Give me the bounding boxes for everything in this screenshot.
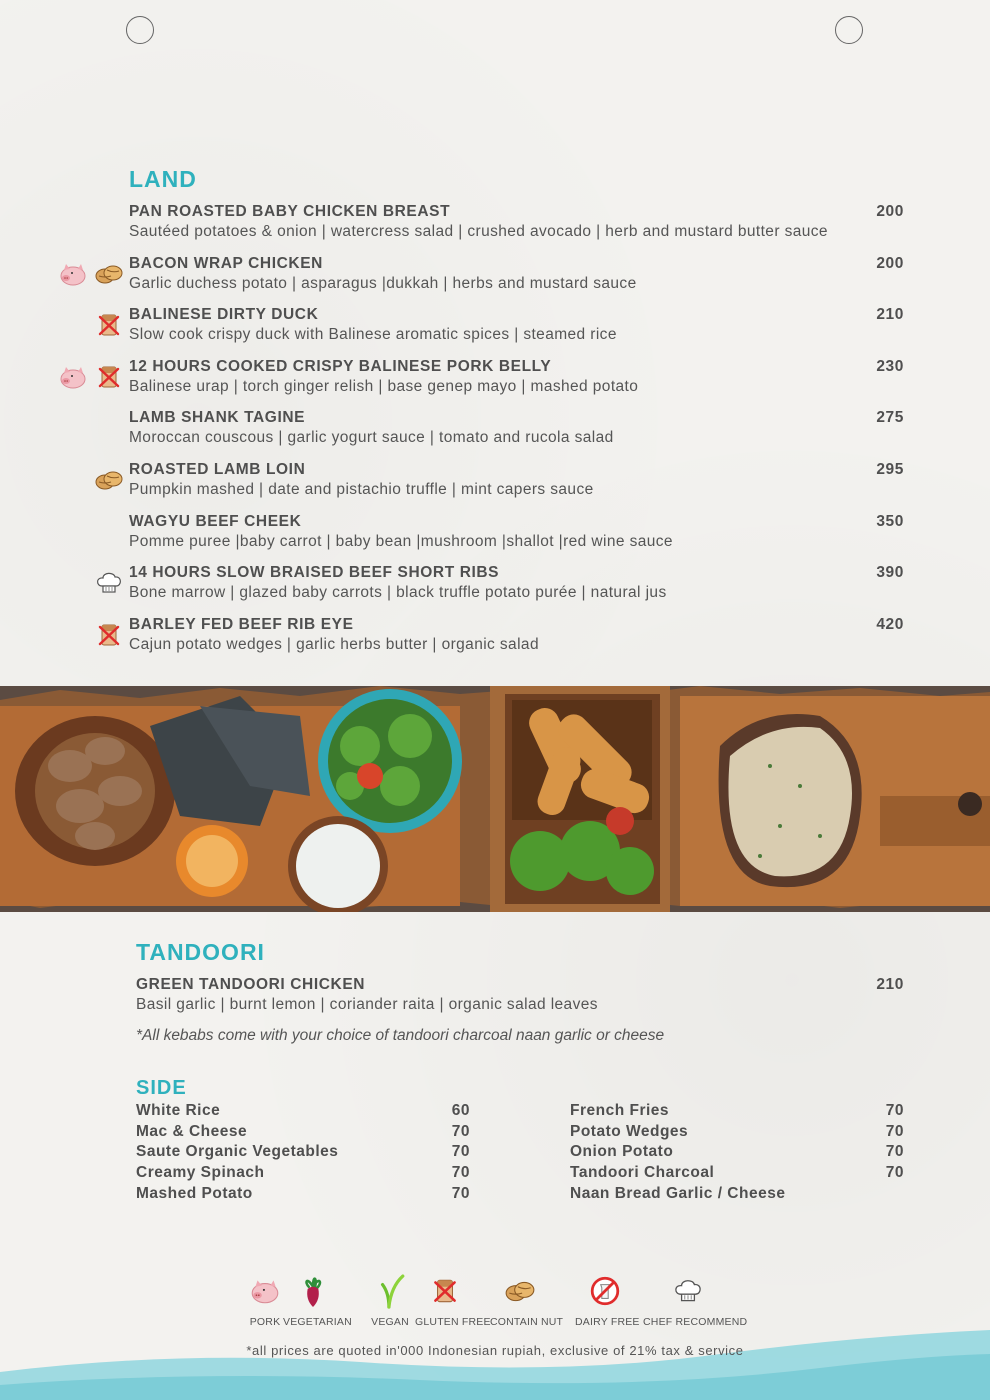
item-name: 14 HOURS SLOW BRAISED BEEF SHORT RIBS [129,564,500,582]
side-item [136,1142,470,1163]
side-item-name: Onion Potato [570,1143,674,1161]
side-item-name: Tandoori Charcoal [570,1164,715,1182]
punch-hole-right [835,16,863,44]
legend-label: PORK [249,1316,281,1328]
item-price: 420 [876,615,904,633]
gluten-free-icon [94,364,124,390]
item-price: 350 [876,512,904,530]
side-item-name: Potato Wedges [570,1122,689,1140]
nut-icon [94,261,124,287]
chef-icon [672,1270,704,1312]
item-name: GREEN TANDOORI CHICKEN [136,976,366,993]
legend-label: DAIRY FREE [575,1316,640,1328]
item-name: LAMB SHANK TAGINE [129,409,306,427]
item-name: BACON WRAP CHICKEN [129,254,323,272]
price-footnote: *all prices are quoted in'000 Indonesian rupiah, exclusive of 21% tax & service [246,1343,744,1358]
side-item [136,1163,470,1184]
side-item-name: French Fries [570,1102,670,1119]
menu-item [129,564,904,602]
legend-label: CONTAIN NUT [490,1316,564,1328]
side-list-left [136,1101,470,1204]
punch-hole-left [126,16,154,44]
side-item-name: Mashed Potato [136,1184,253,1202]
item-name: BALINESE DIRTY DUCK [129,306,319,324]
gluten-free-icon [94,622,124,648]
item-name: WAGYU BEEF CHEEK [129,512,302,530]
item-price: 210 [876,306,904,324]
side-item-price: 70 [451,1122,470,1140]
dairy-free-icon [589,1270,621,1312]
gluten-free-icon [94,312,124,338]
side-item [570,1122,904,1143]
menu-item [129,461,904,499]
side-item [570,1163,904,1184]
chef-icon [94,570,124,596]
item-price: 210 [876,976,904,993]
side-item [570,1101,904,1122]
item-price: 390 [876,564,904,582]
item-name: BARLEY FED BEEF RIB EYE [129,615,354,633]
side-item [136,1101,470,1122]
side-item-price: 70 [885,1143,904,1161]
menu-item [129,409,904,447]
pork-icon [58,261,88,287]
kebab-note: *All kebabs come with your choice of tandoori charcoal naan garlic or cheese [136,1027,665,1044]
side-list-right [570,1101,904,1204]
side-section-title: SIDE [136,1077,187,1099]
menu-item [129,358,904,396]
vegan-icon [374,1270,406,1312]
menu-item [129,306,904,344]
side-item-name: Creamy Spinach [136,1164,265,1182]
menu-item [129,203,904,241]
item-price: 275 [876,409,904,427]
item-description: Balinese urap | torch ginger relish | base genep mayo | mashed potato [129,377,639,395]
side-item-price: 60 [451,1102,470,1119]
side-item-price: 70 [885,1164,904,1182]
gluten-free-icon [429,1270,461,1312]
side-item-price: 70 [885,1122,904,1140]
side-item-price: 70 [451,1184,470,1202]
nut-icon [94,467,124,493]
item-description: Sautéed potatoes & onion | watercress salad | crushed avocado | herb and mustard butter sauce [129,223,828,240]
item-price: 200 [876,203,904,220]
side-item-name: Naan Bread Garlic / Cheese [570,1184,786,1202]
legend-label: VEGETARIAN [283,1316,352,1328]
menu-item [129,255,904,293]
food-photo-strip [0,686,990,912]
item-description: Moroccan couscous | garlic yogurt sauce | tomato and rucola salad [129,429,614,447]
item-description: Slow cook crispy duck with Balinese aromatic spices | steamed rice [129,326,617,344]
menu-item [136,976,904,1014]
item-description: Pumpkin mashed | date and pistachio truffle | mint capers sauce [129,481,594,498]
side-item [570,1184,904,1205]
legend-label: VEGAN [371,1316,409,1328]
item-name: PAN ROASTED BABY CHICKEN BREAST [129,203,451,220]
side-item-name: Saute Organic Vegetables [136,1143,339,1161]
item-description: Cajun potato wedges | garlic herbs butter | organic salad [129,635,539,653]
item-description: Bone marrow | glazed baby carrots | black truffle potato purée | natural jus [129,584,667,602]
item-description: Garlic duchess potato | asparagus |dukkah | herbs and mustard sauce [129,274,637,292]
pork-icon [58,364,88,390]
nut-icon [504,1270,536,1312]
side-item [570,1142,904,1163]
side-item [136,1184,470,1205]
item-name: 12 HOURS COOKED CRISPY BALINESE PORK BELLY [129,357,552,375]
legend-label: CHEF RECOMMEND [643,1316,748,1328]
side-item-price: 70 [451,1143,470,1161]
menu-item [129,513,904,551]
item-price: 295 [876,461,904,478]
side-item-price: 70 [885,1102,904,1119]
item-name: ROASTED LAMB LOIN [129,461,306,478]
side-item-price: 70 [451,1164,470,1182]
item-description: Basil garlic | burnt lemon | coriander raita | organic salad leaves [136,996,598,1013]
pork-icon [249,1270,281,1312]
item-description: Pomme puree |baby carrot | baby bean |mushroom |shallot |red wine sauce [129,532,673,550]
item-price: 200 [876,254,904,272]
legend-label: GLUTEN FREE [415,1316,491,1328]
menu-item [129,616,904,654]
land-section-title: LAND [129,166,197,192]
side-item-name: White Rice [136,1102,221,1119]
vegetarian-icon [297,1270,329,1312]
side-item [136,1122,470,1143]
item-price: 230 [876,357,904,375]
side-item-name: Mac & Cheese [136,1122,248,1140]
tandoori-section-title: TANDOORI [136,939,265,965]
